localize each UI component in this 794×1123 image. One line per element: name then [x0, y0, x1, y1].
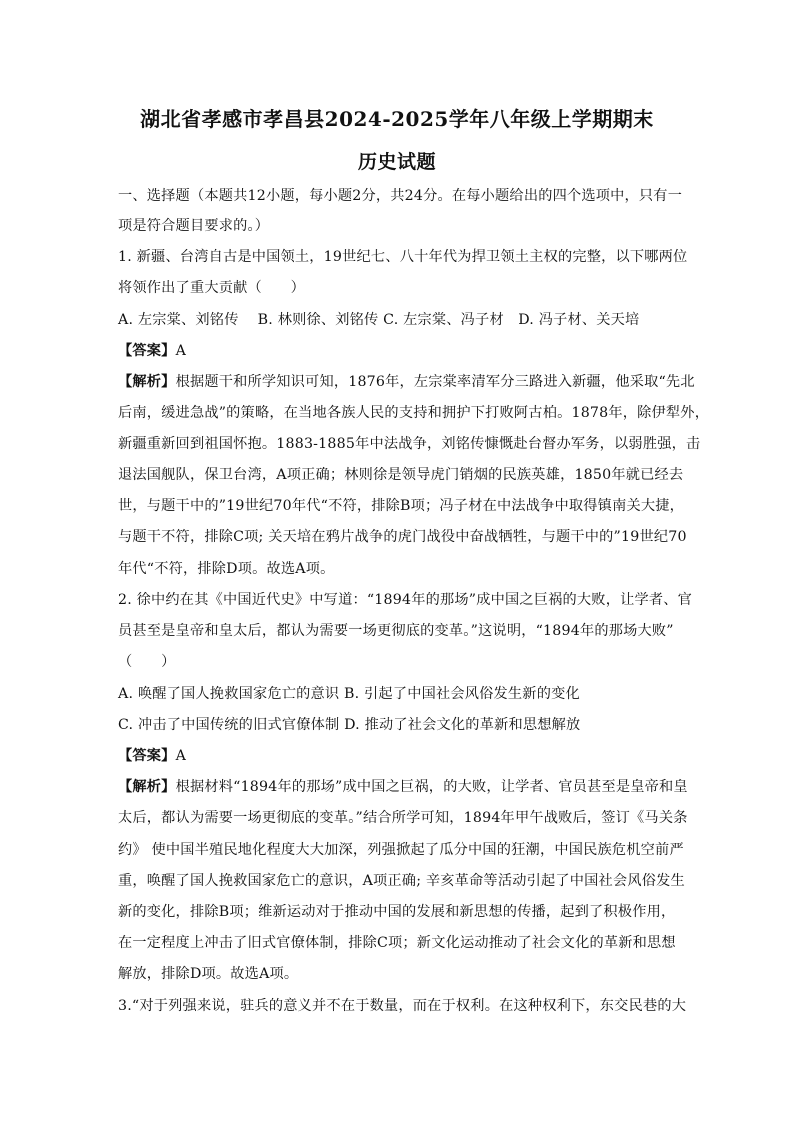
answer-value: A: [175, 748, 187, 764]
q1-analysis-line: 退法国舰队，保卫台湾，A项正确；林则徐是领导虎门销烟的民族英雄，1850年就已经去: [118, 467, 684, 483]
q1-answer: [118, 341, 678, 361]
analysis-text: 根据题干和所学知识可知，1876年，左宗棠率清军分三路进入新疆，他采取“先北: [175, 374, 695, 390]
q2-stem: 2. 徐中约在其《中国近代史》中写道：“1894年的那场”成中国之巨祸的大败，让学者、官: [118, 592, 693, 608]
q1-analysis-line: 新疆重新回到祖国怀抱。1883-1885年中法战争，刘铭传慷慨赴台督办军务，以弱胜强，击: [118, 436, 701, 452]
q2-analysis-line: 重，唤醒了国人挽救国家危亡的意识，A项正确; 辛亥革命等活动引起了中国社会风俗发生: [118, 873, 685, 889]
q1-options: A. 左宗棠、刘铭传 B. 林则徐、刘铭传 C. 左宗棠、冯子材 D. 冯子材、关天培: [118, 312, 640, 328]
q1-analysis-line: 世，与题干中的”19世纪70年代“不符，排除B项；冯子材在中法战争中取得镇南关大捷，: [118, 498, 685, 514]
section-heading: 一、选择题（本题共12小题，每小题2分，共24分。在每小题给出的四个选项中，只有一: [118, 188, 683, 204]
answer-value: A: [175, 343, 187, 359]
q2-analysis-line: 太后，都认为需要一场更彻底的变革。”结合所学可知，1894年甲午战败后，签订《马关条: [118, 810, 688, 826]
analysis-label: 【解析】: [118, 779, 176, 795]
q1-analysis-line: [118, 372, 695, 392]
q1-analysis-line: 年代“不符，排除D项。故选A项。: [118, 561, 335, 577]
section-heading-cont: 项是符合题目要求的。）: [118, 218, 270, 234]
q2-options-cd: C. 冲击了中国传统的旧式官僚体制 D. 推动了社会文化的革新和思想解放: [118, 717, 581, 733]
q3-stem: 3.“对于列强来说，驻兵的意义并不在于数量，而在于权利。在这种权利下，东交民巷的大: [118, 998, 687, 1014]
analysis-text: 根据材料“1894年的那场”成中国之巨祸，的大败，让学者、官员甚至是皇帝和皇: [175, 779, 688, 795]
answer-label: 【答案】: [118, 748, 176, 764]
exam-subtitle: 历史试题: [357, 151, 436, 173]
q2-analysis-line: 在一定程度上冲击了旧式官僚体制，排除C项；新文化运动推动了社会文化的革新和思想: [118, 935, 676, 951]
q2-analysis-line: 约》 使中国半殖民地化程度大大加深，列强掀起了瓜分中国的狂潮，中国民族危机空前严: [118, 842, 684, 858]
q2-analysis-line: 解放，排除D项。故选A项。: [118, 966, 299, 982]
q1-analysis-line: 与题干不符，排除C项; 关天培在鸦片战争的虎门战役中奋战牺牲，与题干中的”19世纪70: [118, 529, 687, 545]
answer-label: 【答案】: [118, 343, 176, 359]
q1-stem-cont: 将领作出了重大贡献（ ）: [118, 280, 306, 296]
q2-analysis-line: [118, 777, 688, 797]
exam-title: 湖北省孝感市孝昌县2024-2025学年八年级上学期期末: [140, 107, 654, 131]
analysis-label: 【解析】: [118, 374, 176, 390]
q2-answer: [118, 746, 678, 766]
q1-stem: 1. 新疆、台湾自古是中国领土，19世纪七、八十年代为捍卫领土主权的完整，以下哪两位: [118, 249, 688, 265]
q2-options-ab: A. 唤醒了国人挽救国家危亡的意识 B. 引起了中国社会风俗发生新的变化: [118, 686, 580, 702]
q1-analysis-line: 后南，缓进急战”的策略，在当地各族人民的支持和拥护下打败阿古柏。1878年，除伊犁外，: [118, 405, 710, 421]
q2-analysis-line: 新的变化，排除B项；维新运动对于推动中国的发展和新思想的传播，起到了积极作用，: [118, 904, 676, 920]
q2-stem-cont: 员甚至是皇帝和皇太后，都认为需要一场更彻底的变革。”这说明，“1894年的那场大败”: [118, 623, 674, 639]
q2-stem-bracket: （ ）: [118, 654, 176, 670]
